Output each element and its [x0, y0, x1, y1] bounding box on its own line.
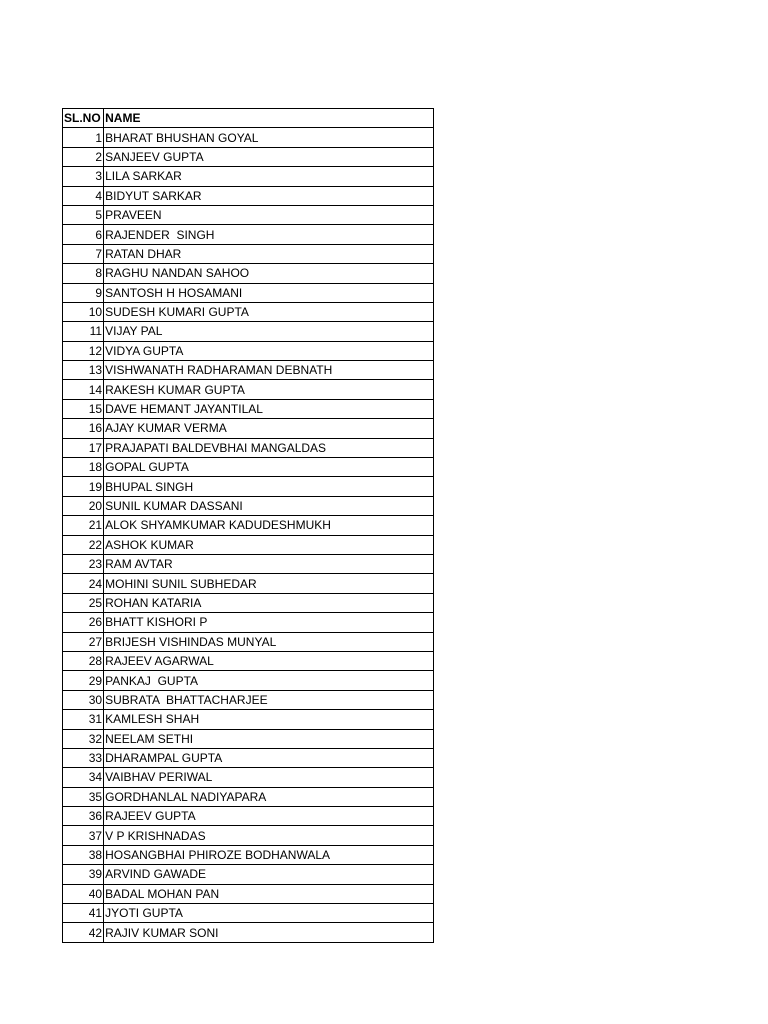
- table-row: [63, 419, 434, 438]
- name-cell: BHATT KISHORI P: [104, 613, 434, 632]
- name-cell: LILA SARKAR: [104, 167, 434, 186]
- name-cell: RAGHU NANDAN SAHOO: [104, 264, 434, 283]
- name-cell: RAJEEV GUPTA: [104, 807, 434, 826]
- sl-no-cell: 26: [63, 613, 104, 632]
- sl-no-cell: 21: [63, 516, 104, 535]
- table-row: [63, 283, 434, 302]
- table-row: [63, 128, 434, 147]
- sl-no-cell: 17: [63, 438, 104, 457]
- name-cell: VAIBHAV PERIWAL: [104, 768, 434, 787]
- table-row: [63, 574, 434, 593]
- sl-no-cell: 5: [63, 205, 104, 224]
- sl-no-cell: 14: [63, 380, 104, 399]
- table-row: [63, 147, 434, 166]
- name-cell: ASHOK KUMAR: [104, 535, 434, 554]
- table-row: [63, 225, 434, 244]
- table-row: [63, 535, 434, 554]
- sl-no-cell: 7: [63, 244, 104, 263]
- sl-no-cell: 18: [63, 458, 104, 477]
- table-row: [63, 845, 434, 864]
- table-row: [63, 399, 434, 418]
- table-row: [63, 516, 434, 535]
- sl-no-cell: 41: [63, 904, 104, 923]
- sl-no-cell: 38: [63, 845, 104, 864]
- name-cell: V P KRISHNADAS: [104, 826, 434, 845]
- table-row: [63, 865, 434, 884]
- name-cell: JYOTI GUPTA: [104, 904, 434, 923]
- table-row: [63, 554, 434, 573]
- name-cell: BADAL MOHAN PAN: [104, 884, 434, 903]
- name-cell: DAVE HEMANT JAYANTILAL: [104, 399, 434, 418]
- sl-no-cell: 39: [63, 865, 104, 884]
- sl-no-cell: 32: [63, 729, 104, 748]
- sl-no-header: SL.NO: [63, 109, 104, 128]
- sl-no-cell: 13: [63, 361, 104, 380]
- table-row: [63, 613, 434, 632]
- table-row: [63, 205, 434, 224]
- sl-no-cell: 15: [63, 399, 104, 418]
- sl-no-cell: 19: [63, 477, 104, 496]
- name-cell: RAJENDER SINGH: [104, 225, 434, 244]
- table-row: [63, 167, 434, 186]
- table-row: [63, 651, 434, 670]
- table-row: [63, 302, 434, 321]
- sl-no-cell: 12: [63, 341, 104, 360]
- table-row: [63, 710, 434, 729]
- name-cell: SANJEEV GUPTA: [104, 147, 434, 166]
- name-cell: RAJIV KUMAR SONI: [104, 923, 434, 942]
- sl-no-cell: 36: [63, 807, 104, 826]
- name-cell: BIDYUT SARKAR: [104, 186, 434, 205]
- name-cell: SUNIL KUMAR DASSANI: [104, 496, 434, 515]
- table-row: [63, 496, 434, 515]
- sl-no-cell: 33: [63, 748, 104, 767]
- name-cell: BHARAT BHUSHAN GOYAL: [104, 128, 434, 147]
- name-cell: AJAY KUMAR VERMA: [104, 419, 434, 438]
- name-cell: VIJAY PAL: [104, 322, 434, 341]
- sl-no-cell: 24: [63, 574, 104, 593]
- name-cell: DHARAMPAL GUPTA: [104, 748, 434, 767]
- table-header-row: [63, 109, 434, 128]
- name-header: NAME: [104, 109, 434, 128]
- table-row: [63, 593, 434, 612]
- names-table: [62, 108, 434, 943]
- sl-no-cell: 35: [63, 787, 104, 806]
- sl-no-cell: 3: [63, 167, 104, 186]
- sl-no-cell: 10: [63, 302, 104, 321]
- name-cell: NEELAM SETHI: [104, 729, 434, 748]
- table-row: [63, 322, 434, 341]
- table-row: [63, 186, 434, 205]
- name-cell: BRIJESH VISHINDAS MUNYAL: [104, 632, 434, 651]
- sl-no-cell: 4: [63, 186, 104, 205]
- sl-no-cell: 8: [63, 264, 104, 283]
- table-row: [63, 884, 434, 903]
- sl-no-cell: 11: [63, 322, 104, 341]
- name-cell: ARVIND GAWADE: [104, 865, 434, 884]
- name-cell: PRAJAPATI BALDEVBHAI MANGALDAS: [104, 438, 434, 457]
- sl-no-cell: 16: [63, 419, 104, 438]
- table-row: [63, 438, 434, 457]
- name-cell: SANTOSH H HOSAMANI: [104, 283, 434, 302]
- name-cell: PANKAJ GUPTA: [104, 671, 434, 690]
- table-row: [63, 787, 434, 806]
- sl-no-cell: 20: [63, 496, 104, 515]
- name-cell: KAMLESH SHAH: [104, 710, 434, 729]
- table-row: [63, 341, 434, 360]
- table-row: [63, 477, 434, 496]
- table-row: [63, 807, 434, 826]
- sl-no-cell: 1: [63, 128, 104, 147]
- name-cell: VIDYA GUPTA: [104, 341, 434, 360]
- sl-no-cell: 28: [63, 651, 104, 670]
- table-row: [63, 729, 434, 748]
- table-body: [63, 128, 434, 942]
- table-row: [63, 361, 434, 380]
- sl-no-cell: 27: [63, 632, 104, 651]
- sl-no-cell: 30: [63, 690, 104, 709]
- name-cell: ROHAN KATARIA: [104, 593, 434, 612]
- name-cell: MOHINI SUNIL SUBHEDAR: [104, 574, 434, 593]
- name-cell: SUBRATA BHATTACHARJEE: [104, 690, 434, 709]
- sl-no-cell: 31: [63, 710, 104, 729]
- name-cell: PRAVEEN: [104, 205, 434, 224]
- sl-no-cell: 23: [63, 554, 104, 573]
- table-row: [63, 690, 434, 709]
- table-row: [63, 458, 434, 477]
- name-cell: RATAN DHAR: [104, 244, 434, 263]
- name-cell: RAJEEV AGARWAL: [104, 651, 434, 670]
- name-cell: RAKESH KUMAR GUPTA: [104, 380, 434, 399]
- sl-no-cell: 29: [63, 671, 104, 690]
- table-row: [63, 264, 434, 283]
- name-cell: RAM AVTAR: [104, 554, 434, 573]
- name-cell: VISHWANATH RADHARAMAN DEBNATH: [104, 361, 434, 380]
- table-row: [63, 904, 434, 923]
- name-cell: HOSANGBHAI PHIROZE BODHANWALA: [104, 845, 434, 864]
- sl-no-cell: 34: [63, 768, 104, 787]
- name-cell: BHUPAL SINGH: [104, 477, 434, 496]
- table-row: [63, 632, 434, 651]
- table-row: [63, 768, 434, 787]
- name-cell: GOPAL GUPTA: [104, 458, 434, 477]
- table-row: [63, 923, 434, 942]
- sl-no-cell: 9: [63, 283, 104, 302]
- table-row: [63, 826, 434, 845]
- name-cell: GORDHANLAL NADIYAPARA: [104, 787, 434, 806]
- table-row: [63, 244, 434, 263]
- name-cell: ALOK SHYAMKUMAR KADUDESHMUKH: [104, 516, 434, 535]
- sl-no-cell: 25: [63, 593, 104, 612]
- table-row: [63, 748, 434, 767]
- sl-no-cell: 40: [63, 884, 104, 903]
- table-row: [63, 671, 434, 690]
- table-row: [63, 380, 434, 399]
- name-cell: SUDESH KUMARI GUPTA: [104, 302, 434, 321]
- sl-no-cell: 22: [63, 535, 104, 554]
- sl-no-cell: 2: [63, 147, 104, 166]
- sl-no-cell: 42: [63, 923, 104, 942]
- sl-no-cell: 6: [63, 225, 104, 244]
- sl-no-cell: 37: [63, 826, 104, 845]
